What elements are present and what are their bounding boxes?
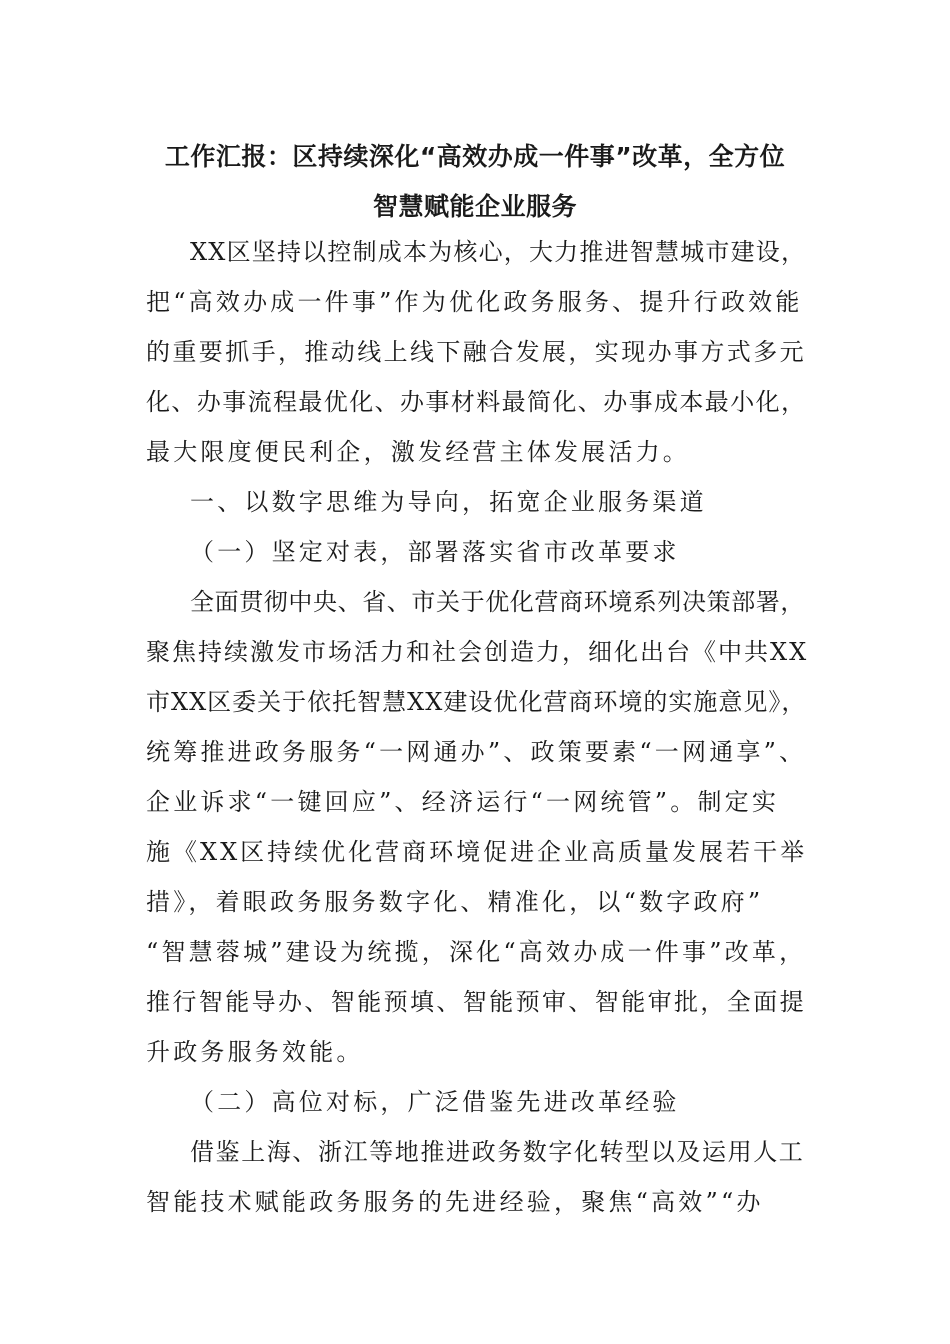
paragraph-line: XX区坚持以控制成本为核心，大力推进智慧城市建设， [190,238,807,266]
paragraph-line: 最大限度便民利企，激发经营主体发展活力。 [146,438,690,466]
paragraph-line: 借鉴上海、浙江等地推进政务数字化转型以及运用人工 [190,1138,805,1166]
document-title-line-1: 工作汇报：区持续深化“高效办成一件事”改革，全方位 [164,142,786,171]
paragraph-line: 智能技术赋能政务服务的先进经验，聚焦“高效”“办 [146,1188,764,1216]
paragraph-line: 推行智能导办、智能预填、智能预审、智能审批，全面提 [146,988,806,1016]
paragraph-line: 企业诉求“一键回应”、经济运行“一网统管”。制定实 [146,788,780,816]
paragraph-line: 市XX区委关于依托智慧XX建设优化营商环境的实施意见》， [146,688,807,716]
paragraph-line: 升政务服务效能。 [146,1038,364,1066]
paragraph-line: 施《XX区持续优化营商环境促进企业高质量发展若干举 [146,838,808,866]
paragraph-line: 的重要抓手，推动线上线下融合发展，实现办事方式多元 [146,338,806,366]
subsection-heading: （一）坚定对表，部署落实省市改革要求 [190,538,680,566]
paragraph-line: 措》，着眼政务服务数字化、精准化，以“数字政府” [146,888,764,916]
document-title-line-2: 智慧赋能企业服务 [372,192,577,221]
paragraph-line: “智慧蓉城”建设为统揽，深化“高效办成一件事”改革， [146,938,807,966]
section-heading: 一、以数字思维为导向，拓宽企业服务渠道 [190,488,707,516]
paragraph-line: 全面贯彻中央、省、市关于优化营商环境系列决策部署， [190,588,805,616]
subsection-heading: （二）高位对标，广泛借鉴先进改革经验 [190,1088,680,1116]
paragraph-line: 统筹推进政务服务“一网通办”、政策要素“一网通享”、 [146,738,807,766]
paragraph-line: 聚焦持续激发市场活力和社会创造力，细化出台《中共XX [146,638,809,666]
paragraph-line: 把“高效办成一件事”作为优化政务服务、提升行政效能 [146,288,803,316]
paragraph-line: 化、办事流程最优化、办事材料最简化、办事成本最小化， [146,388,807,416]
